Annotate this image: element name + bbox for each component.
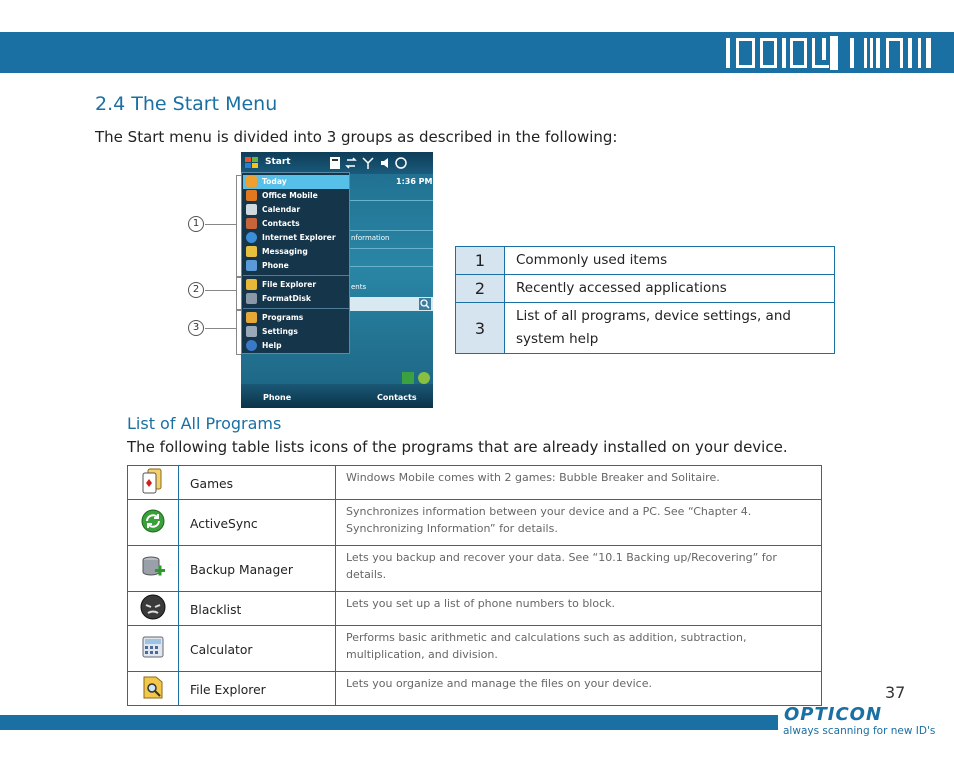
callout-1: 1 xyxy=(188,216,204,232)
disk-icon xyxy=(246,293,257,304)
calculator-icon xyxy=(141,635,165,659)
callout-2: 2 xyxy=(188,282,204,298)
menu-item-file-explorer[interactable]: File Explorer xyxy=(243,278,349,292)
today-row xyxy=(349,200,433,219)
section-heading: 2.4 The Start Menu xyxy=(95,93,278,115)
brand-tagline: always scanning for new ID's xyxy=(783,725,936,737)
table-row xyxy=(456,303,835,354)
menu-item-calendar[interactable]: Calendar xyxy=(243,203,349,217)
phone-title-bar xyxy=(241,152,433,174)
phone-softkey-bar xyxy=(241,384,433,408)
blacklist-icon xyxy=(140,594,166,620)
subheading: List of All Programs xyxy=(127,414,282,433)
group-2-bracket xyxy=(236,277,241,310)
phone-icon xyxy=(246,260,257,271)
phone-clock: 1:36 PM xyxy=(396,177,433,186)
callout-leader xyxy=(205,224,236,225)
program-description: Lets you set up a list of phone numbers to block. xyxy=(336,592,822,626)
table-row xyxy=(128,626,822,672)
menu-item-phone[interactable]: Phone xyxy=(243,259,349,273)
activesync-icon xyxy=(141,509,165,533)
softkey-right[interactable]: Contacts xyxy=(377,393,417,402)
program-description: Synchronizes information between your device and a PC. See “Chapter 4. Synchronizing Information” for details. xyxy=(336,500,822,546)
program-description: Lets you organize and manage the files on your device. xyxy=(336,672,822,706)
phone-search-box[interactable] xyxy=(349,297,433,311)
program-description: Windows Mobile comes with 2 games: Bubble Breaker and Solitaire. xyxy=(336,466,822,500)
today-icon xyxy=(246,176,257,187)
menu-item-contacts[interactable]: Contacts xyxy=(243,217,349,231)
program-name: Games xyxy=(179,466,336,500)
intro-text: The Start menu is divided into 3 groups as described in the following: xyxy=(95,128,618,146)
settings-icon xyxy=(246,326,257,337)
table-row xyxy=(456,275,835,303)
group-description: Commonly used items xyxy=(505,247,835,275)
windows-flag-icon xyxy=(244,155,259,170)
group-number: 3 xyxy=(456,303,505,354)
menu-item-programs[interactable]: Programs xyxy=(243,311,349,325)
table-row xyxy=(128,466,822,500)
programs-icon xyxy=(246,312,257,323)
table-row xyxy=(128,500,822,546)
menu-item-settings[interactable]: Settings xyxy=(243,325,349,339)
calendar-icon xyxy=(246,204,257,215)
help-icon xyxy=(246,340,257,351)
barcode-logo-icon xyxy=(726,36,936,70)
contacts-icon xyxy=(246,218,257,229)
menu-item-messaging[interactable]: Messaging xyxy=(243,245,349,259)
backup-manager-icon xyxy=(140,554,166,580)
softkey-left[interactable]: Phone xyxy=(263,393,292,402)
group-number: 1 xyxy=(456,247,505,275)
program-name: Backup Manager xyxy=(179,546,336,592)
table-row xyxy=(128,546,822,592)
program-name: Calculator xyxy=(179,626,336,672)
search-icon xyxy=(419,298,431,310)
menu-item-today[interactable]: Today xyxy=(243,175,349,189)
menu-separator xyxy=(243,308,349,309)
today-row-appointments-text: ents xyxy=(351,283,367,291)
games-icon xyxy=(141,468,165,494)
intro2-text: The following table lists icons of the programs that are already installed on your device. xyxy=(127,438,788,456)
programs-table xyxy=(127,465,822,706)
program-description: Lets you backup and recover your data. See “10.1 Backing up/Recovering” for details. xyxy=(336,546,822,592)
group-description: List of all programs, device settings, and system help xyxy=(505,303,835,354)
menu-item-internet-explorer[interactable]: Internet Explorer xyxy=(243,231,349,245)
file-explorer-icon xyxy=(141,674,165,700)
group-description: Recently accessed applications xyxy=(505,275,835,303)
footer-bar xyxy=(0,715,778,730)
table-row xyxy=(456,247,835,275)
folder-icon xyxy=(246,279,257,290)
start-menu xyxy=(241,172,350,354)
today-row-info-text: nformation xyxy=(351,234,390,242)
messaging-icon xyxy=(246,246,257,257)
office-icon xyxy=(246,190,257,201)
callout-leader xyxy=(205,290,236,291)
callout-leader xyxy=(205,328,236,329)
opticon-logo: OPTICON xyxy=(784,704,883,725)
phone-start-label[interactable]: Start xyxy=(265,157,291,167)
program-name: ActiveSync xyxy=(179,500,336,546)
table-row xyxy=(128,592,822,626)
page-number: 37 xyxy=(885,683,906,702)
callout-3: 3 xyxy=(188,320,204,336)
today-row-appointments xyxy=(349,280,433,298)
program-description: Performs basic arithmetic and calculations such as addition, subtraction, multiplication, and division. xyxy=(336,626,822,672)
group-1-bracket xyxy=(236,175,241,277)
table-row xyxy=(128,672,822,706)
internet-explorer-icon xyxy=(246,232,257,243)
group-number: 2 xyxy=(456,275,505,303)
menu-separator xyxy=(243,275,349,276)
group-3-bracket xyxy=(236,310,241,355)
menu-item-office-mobile[interactable]: Office Mobile xyxy=(243,189,349,203)
menu-item-formatdisk[interactable]: FormatDisk xyxy=(243,292,349,306)
menu-item-help[interactable]: Help xyxy=(243,339,349,353)
today-row-info xyxy=(349,230,433,249)
program-name: Blacklist xyxy=(179,592,336,626)
program-name: File Explorer xyxy=(179,672,336,706)
status-icons xyxy=(329,156,429,170)
start-menu-screenshot xyxy=(241,152,433,408)
groups-table xyxy=(455,246,835,354)
tray-icons xyxy=(402,372,432,384)
today-row xyxy=(349,248,433,267)
